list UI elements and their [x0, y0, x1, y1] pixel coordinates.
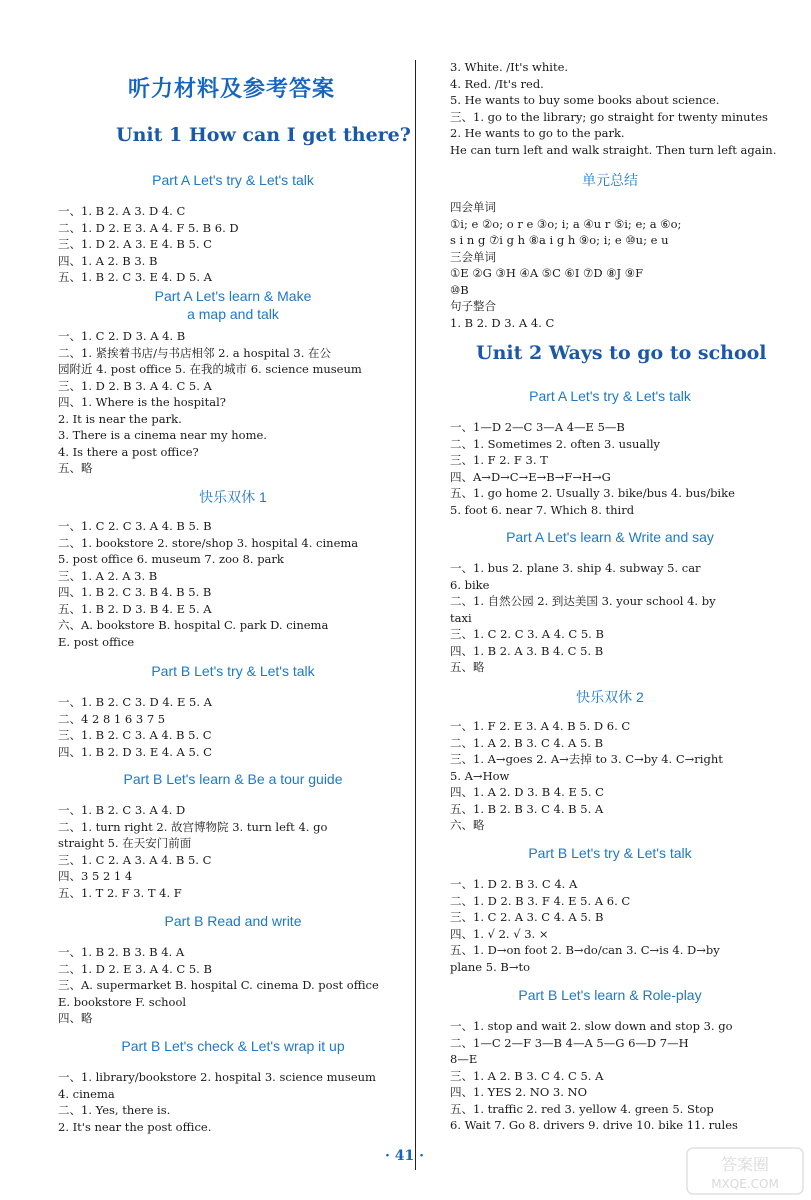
answer-line: 二、1. D 2. E 3. A 4. C 5. B: [58, 961, 212, 976]
answer-line: 一、1. C 2. D 3. A 4. B: [58, 329, 186, 343]
answer-line: 8—E: [450, 1052, 478, 1066]
answer-line: 五、1. traffic 2. red 3. yellow 4. green 5. Stop: [450, 1101, 714, 1116]
answer-line: 五、略: [450, 660, 485, 674]
answer-line: 五、1. B 2. D 3. B 4. E 5. A: [58, 601, 212, 616]
answer-line: 六、略: [450, 818, 485, 832]
section-title: Part B Let's learn & Be a tour guide: [123, 771, 343, 787]
answer-line: He can turn left and walk straight. Then turn left again.: [450, 142, 777, 157]
answer-line: 四、1. A 2. B 3. B: [58, 253, 158, 268]
answer-line: 四、1. YES 2. NO 3. NO: [450, 1085, 588, 1099]
answer-line: ⑩B: [450, 282, 469, 297]
answer-line: 一、1—D 2—C 3—A 4—E 5—B: [450, 420, 625, 434]
answer-line: 2. It is near the park.: [58, 411, 182, 426]
answer-line: ①E ②G ③H ④A ⑤C ⑥I ⑦D ⑧J ⑨F: [450, 266, 644, 280]
section-title: Part B Let's try & Let's talk: [151, 663, 315, 679]
section-title: Part B Let's check & Let's wrap it up: [121, 1038, 345, 1054]
answer-line: 四、1. √ 2. √ 3. ×: [450, 926, 549, 941]
answer-line: 4. Is there a post office?: [58, 444, 199, 459]
answer-line: 一、1. B 2. C 3. A 4. D: [58, 803, 186, 817]
answer-line: 6. bike: [450, 577, 490, 592]
answer-line: 一、1. bus 2. plane 3. ship 4. subway 5. car: [450, 561, 701, 575]
section-title: 单元总结: [582, 172, 638, 188]
answer-line: 一、1. B 2. A 3. D 4. C: [58, 204, 186, 218]
answer-line: 5. foot 6. near 7. Which 8. third: [450, 502, 635, 517]
answer-line: taxi: [450, 610, 472, 625]
answer-line: 二、1. Yes, there is.: [58, 1103, 171, 1117]
answer-line: 一、1. stop and wait 2. slow down and stop 3. go: [450, 1019, 733, 1033]
answer-line: 5. He wants to buy some books about science.: [450, 93, 720, 107]
answer-line: E. post office: [58, 634, 135, 649]
page-title: 听力材料及参考答案: [128, 77, 336, 102]
answer-line: 二、1. bookstore 2. store/shop 3. hospital 4. cinema: [58, 535, 359, 550]
section-title: Part A Let's learn & Make: [154, 288, 312, 304]
answer-line: 一、1. library/bookstore 2. hospital 3. science museum: [58, 1070, 376, 1084]
answer-line: 5. post office 6. museum 7. zoo 8. park: [58, 552, 284, 566]
answer-line: 三、1. A 2. A 3. B: [58, 568, 158, 583]
answer-line: 二、1—C 2—F 3—B 4—A 5—G 6—D 7—H: [450, 1035, 689, 1050]
section-title: Part A Let's try & Let's talk: [152, 172, 314, 188]
answer-line: 三、1. B 2. C 3. A 4. B 5. C: [58, 728, 212, 742]
answer-line: 四、1. B 2. D 3. E 4. A 5. C: [58, 744, 212, 759]
answer-line: 一、1. B 2. B 3. B 4. A: [58, 945, 185, 959]
answer-line: 二、4 2 8 1 6 3 7 5: [58, 711, 166, 726]
answer-line: 三、1. F 2. F 3. T: [450, 453, 548, 467]
answer-line: 四、1. B 2. A 3. B 4. C 5. B: [450, 643, 604, 658]
section-title: 快乐双休 1: [199, 489, 267, 505]
answer-line: 1. B 2. D 3. A 4. C: [450, 315, 555, 330]
answer-line: 二、1. 紧挨着书店/与书店相邻 2. a hospital 3. 在公: [58, 345, 332, 360]
watermark-logo: [685, 1146, 805, 1196]
answer-line: 二、1. D 2. E 3. A 4. F 5. B 6. D: [58, 220, 239, 235]
answer-line: 三、1. C 2. C 3. A 4. C 5. B: [450, 627, 604, 641]
column-divider: [415, 60, 416, 1170]
answer-line: s i n g ⑦i g h ⑧a i g h ⑨o; i; e ⑩u; e u: [450, 233, 669, 247]
answer-line: 四会单词: [450, 200, 496, 214]
answer-line: 2. It's near the post office.: [58, 1119, 212, 1134]
answer-line: 3. White. /It's white.: [450, 60, 569, 74]
answer-line: 四、A→D→C→E→B→F→H→G: [450, 469, 611, 484]
answer-line: 三、1. D 2. A 3. E 4. B 5. C: [58, 237, 212, 251]
section-title: Part A Let's learn & Write and say: [506, 529, 714, 545]
answer-line: 2. He wants to go to the park.: [450, 126, 625, 140]
page-number: · 41 ·: [385, 1148, 424, 1164]
answer-line: 三、1. go to the library; go straight for twenty minutes: [450, 109, 768, 124]
answer-line: 二、1. D 2. B 3. F 4. E 5. A 6. C: [450, 893, 631, 908]
svg-text:MXQE.COM: MXQE.COM: [711, 1177, 779, 1191]
answer-line: 一、1. B 2. C 3. D 4. E 5. A: [58, 695, 212, 709]
svg-text:答案圈: 答案圈: [720, 1155, 770, 1174]
section-title: Part B Let's try & Let's talk: [528, 845, 692, 861]
answer-line: 五、略: [58, 461, 93, 475]
answer-line: 一、1. D 2. B 3. C 4. A: [450, 877, 578, 891]
answer-line: 二、1. A 2. B 3. C 4. A 5. B: [450, 735, 604, 750]
answer-line: 一、1. C 2. C 3. A 4. B 5. B: [58, 519, 212, 533]
answer-line: straight 5. 在天安门前面: [58, 836, 192, 850]
answer-line: 4. Red. /It's red.: [450, 76, 544, 91]
answer-line: 三、A. supermarket B. hospital C. cinema D. post office: [58, 978, 379, 992]
answer-line: 6. Wait 7. Go 8. drivers 9. drive 10. bike 11. rules: [450, 1118, 738, 1132]
answer-line: 五、1. B 2. C 3. E 4. D 5. A: [58, 270, 212, 284]
unit2-title: Unit 2 Ways to go to school: [476, 342, 767, 364]
answer-line: 二、1. Sometimes 2. often 3. usually: [450, 436, 661, 451]
section-title: 快乐双休 2: [576, 689, 644, 705]
section-title: Part B Read and write: [164, 913, 302, 929]
answer-line: 四、3 5 2 1 4: [58, 869, 133, 883]
answer-line: 四、略: [58, 1011, 93, 1025]
answer-line: ①i; e ②o; o r e ③o; i; a ④u r ⑤i; e; a ⑥o;: [450, 216, 682, 231]
answer-line: 五、1. D→on foot 2. B→do/can 3. C→is 4. D→by: [450, 943, 720, 957]
answer-line: 一、1. F 2. E 3. A 4. B 5. D 6. C: [450, 719, 631, 733]
answer-line: 5. A→How: [450, 768, 510, 783]
answer-line: 园附近 4. post office 5. 在我的城市 6. science museum: [58, 362, 362, 376]
answer-line: plane 5. B→to: [450, 959, 531, 974]
answer-line: 句子整合: [450, 299, 496, 313]
answer-line: 四、1. Where is the hospital?: [58, 395, 226, 409]
answer-line: 五、1. T 2. F 3. T 4. F: [58, 885, 182, 900]
answer-line: 六、A. bookstore B. hospital C. park D. cinema: [58, 618, 329, 632]
answer-line: 四、1. A 2. D 3. B 4. E 5. C: [450, 785, 604, 799]
answer-line: 三、1. A→goes 2. A→去掉 to 3. C→by 4. C→right: [450, 752, 723, 766]
unit1-title: Unit 1 How can I get there?: [116, 124, 411, 146]
answer-line: E. bookstore F. school: [58, 994, 187, 1009]
section-title: Part B Let's learn & Role-play: [518, 987, 702, 1003]
section-title: Part A Let's try & Let's talk: [529, 388, 691, 404]
answer-line: 4. cinema: [58, 1086, 115, 1101]
answer-line: 三、1. A 2. B 3. C 4. C 5. A: [450, 1068, 604, 1083]
answer-line: 三、1. D 2. B 3. A 4. C 5. A: [58, 378, 212, 393]
answer-line: 二、1. 自然公园 2. 到达美国 3. your school 4. by: [450, 594, 716, 608]
answer-line: 四、1. B 2. C 3. B 4. B 5. B: [58, 585, 212, 599]
answer-line: 三、1. C 2. A 3. A 4. B 5. C: [58, 852, 212, 867]
answer-line: 五、1. go home 2. Usually 3. bike/bus 4. bus/bike: [450, 486, 735, 500]
answer-line: 3. There is a cinema near my home.: [58, 428, 267, 442]
answer-line: 三、1. C 2. A 3. C 4. A 5. B: [450, 910, 604, 924]
answer-line: 五、1. B 2. B 3. C 4. B 5. A: [450, 801, 604, 816]
answer-line: 三会单词: [450, 249, 496, 264]
answer-line: 二、1. turn right 2. 故宫博物院 3. turn left 4. go: [58, 819, 328, 834]
section-title: a map and talk: [187, 306, 279, 322]
